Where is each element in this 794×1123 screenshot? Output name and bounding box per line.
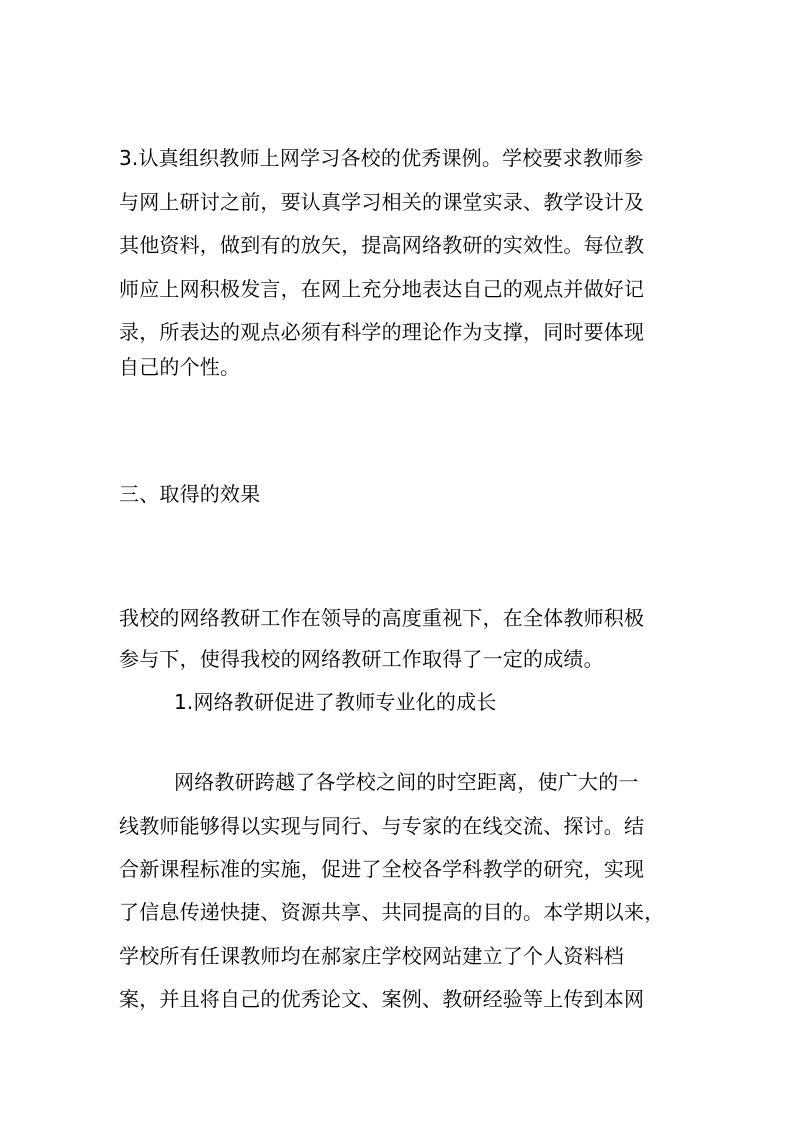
para3-line-4: 了信息传递快捷、资源共享、共同提高的目的。本学期以来， [119,900,665,924]
para3-line-1: 网络教研跨越了各学校之间的时空距离，使广大的一 [174,770,639,794]
section-heading: 三、取得的效果 [119,482,261,506]
para3-line-3: 合新课程标准的实施，促进了全校各学科教学的研究，实现 [119,857,645,881]
para1-line-2: 与网上研讨之前，要认真学习相关的课堂实录、教学设计及 [119,190,645,214]
para1-line-1: 3.认真组织教师上网学习各校的优秀课例。学校要求教师参 [119,146,644,170]
subheading: 1.网络教研促进了教师专业化的成长 [174,690,497,714]
para2-line-1: 我校的网络教研工作在领导的高度重视下，在全体教师积极 [119,606,645,630]
para3-line-2: 线教师能够得以实现与同行、与专家的在线交流、探讨。结 [119,814,645,838]
para3-line-5: 学校所有任课教师均在郝家庄学校网站建立了个人资料档 [119,944,624,968]
para2-line-2: 参与下，使得我校的网络教研工作取得了一定的成绩。 [119,647,604,671]
para1-line-4: 师应上网积极发言，在网上充分地表达自己的观点并做好记 [119,277,645,301]
para1-line-3: 其他资料，做到有的放矢，提高网络教研的实效性。每位教 [119,233,645,257]
para1-line-5: 录，所表达的观点必须有科学的理论作为支撑，同时要体现 [119,320,645,344]
para3-line-6: 案，并且将自己的优秀论文、案例、教研经验等上传到本网 [119,987,645,1011]
para1-line-6: 自己的个性。 [119,355,241,379]
